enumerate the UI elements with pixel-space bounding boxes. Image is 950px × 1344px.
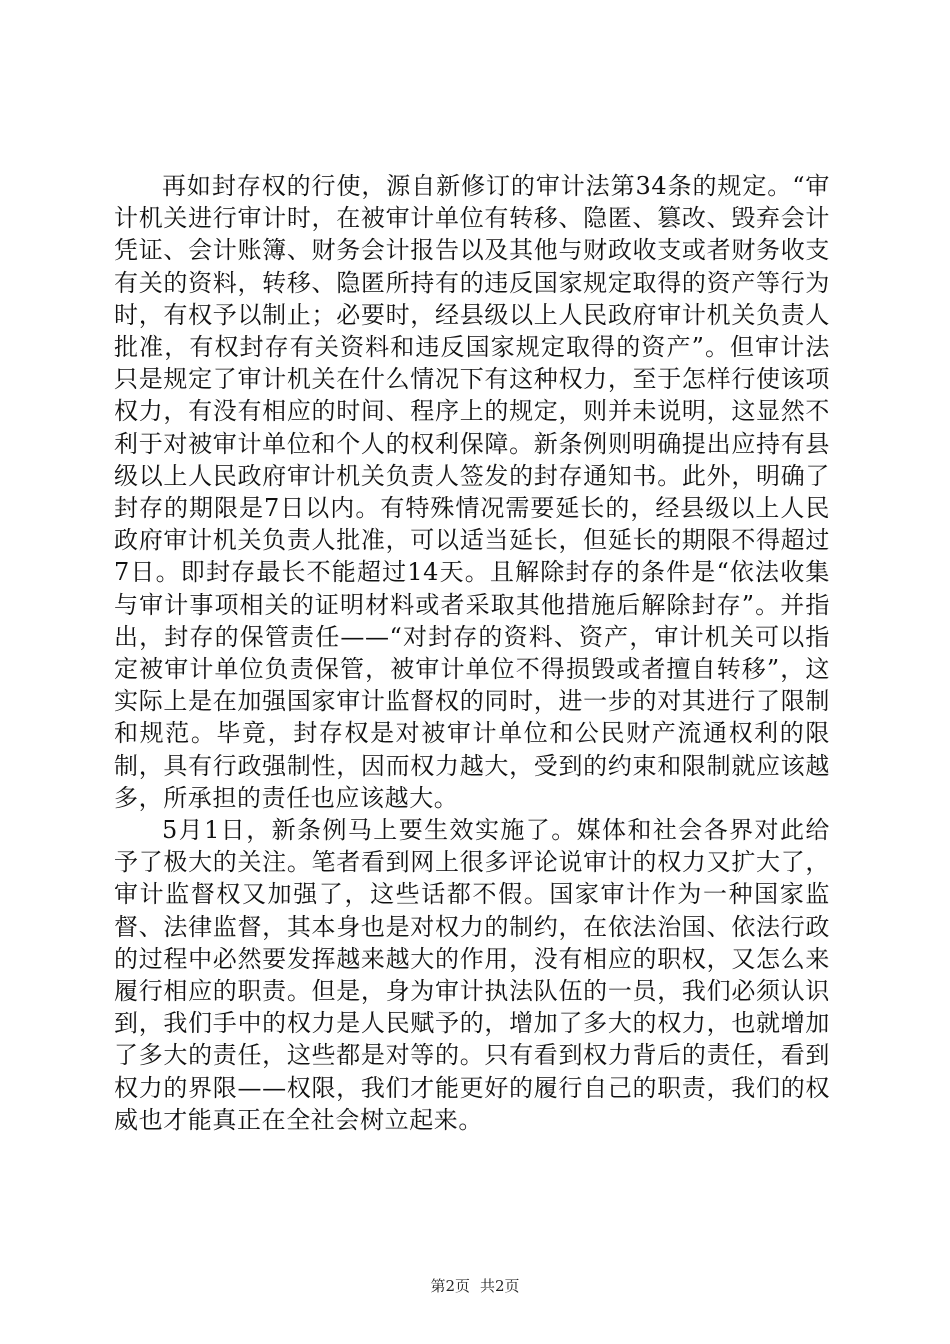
paragraph-sealing-power: 再如封存权的行使，源自新修订的审计法第34条的规定。“审计机关进行审计时，在被审计单位有转移、隐匿、篡改、毁弃会计凭证、会计账簿、财务会计报告以及其他与财政收支或者财务收支有关的资料，转移、隐匿所持有的违反国家规定取得的资产等行为时，有权予以制止；必要时，经县级以上人民政府审计机关负责人批准，有权封存有关资料和违反国家规定取得的资产”。但审计法只是规定了审计机关在什么情况下有这种权力，至于怎样行使该项权力，有没有相应的时间、程序上的规定，则并未说明，这显然不利于对被审计单位和个人的权利保障。新条例则明确提出应持有县级以上人民政府审计机关负责人签发的封存通知书。此外，明确了封存的期限是7日以内。有特殊情况需要延长的，经县级以上人民政府审计机关负责人批准，可以适当延长，但延长的期限不得超过7日。即封存最长不能超过14天。且解除封存的条件是“依法收集与审计事项相关的证明材料或者采取其他措施后解除封存”。并指出，封存的保管责任——“对封存的资料、资产，审计机关可以指定被审计单位负责保管，被审计单位不得损毁或者擅自转移”，这实际上是在加强国家审计监督权的同时，进一步的对其进行了限制和规范。毕竟，封存权是对被审计单位和公民财产流通权利的限制，具有行政强制性，因而权力越大，受到的约束和限制就应该越多，所承担的责任也应该越大。 bbox=[114, 172, 830, 812]
page-number: 第2页 bbox=[430, 1277, 470, 1295]
page-total: 共2页 bbox=[480, 1277, 520, 1295]
page-footer bbox=[0, 1276, 950, 1296]
document-body bbox=[114, 170, 830, 1136]
paragraph-may-first: 5月1日，新条例马上要生效实施了。媒体和社会各界对此给予了极大的关注。笔者看到网上很多评论说审计的权力又扩大了，审计监督权又加强了，这些话都不假。国家审计作为一种国家监督、法律监督，其本身也是对权力的制约，在依法治国、依法行政的过程中必然要发挥越来越大的作用，没有相应的职权，又怎么来履行相应的职责。但是，身为审计执法队伍的一员，我们必须认识到，我们手中的权力是人民赋予的，增加了多大的权力，也就增加了多大的责任，这些都是对等的。只有看到权力背后的责任，看到权力的界限——权限，我们才能更好的履行自己的职责，我们的权威也才能真正在全社会树立起来。 bbox=[114, 816, 830, 1134]
